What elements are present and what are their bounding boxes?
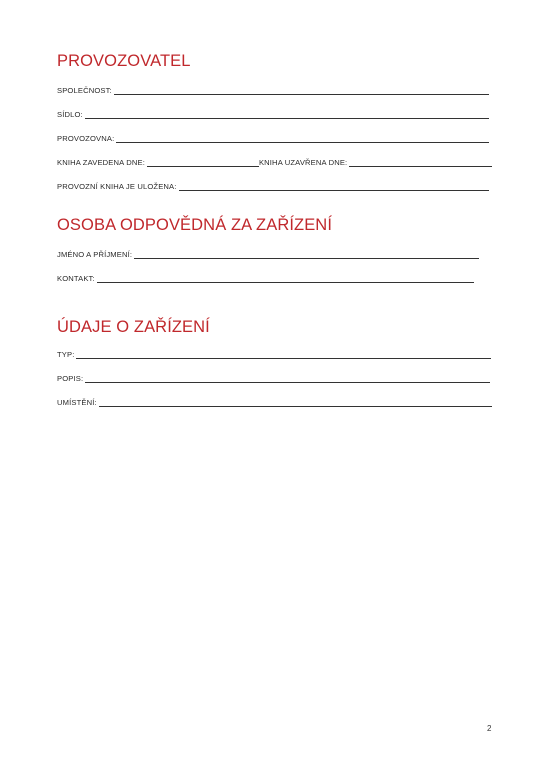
- section-udaje: [57, 317, 493, 407]
- field-label-ulozena: PROVOZNÍ KNIHA JE ULOŽENA:: [57, 182, 177, 191]
- section-title-provozovatel: PROVOZOVATEL: [57, 52, 191, 70]
- field-label-kniha-zavedena: KNIHA ZAVEDENA DNE:: [57, 158, 145, 167]
- field-line-ulozena[interactable]: [179, 182, 489, 191]
- field-jmeno[interactable]: [57, 248, 479, 260]
- field-provozovna[interactable]: [57, 132, 489, 144]
- field-ulozena[interactable]: [57, 180, 489, 192]
- section-provozovatel: [57, 51, 493, 191]
- field-label-popis: POPIS:: [57, 374, 84, 383]
- field-line-popis[interactable]: [85, 374, 490, 383]
- field-line-sidlo[interactable]: [85, 110, 489, 119]
- section-title-osoba: OSOBA ODPOVĚDNÁ ZA ZAŘÍZENÍ: [57, 216, 333, 234]
- field-label-umisteni: UMÍSTĚNÍ:: [57, 398, 97, 407]
- field-label-sidlo: SÍDLO:: [57, 110, 83, 119]
- field-line-typ[interactable]: [76, 350, 491, 359]
- field-sidlo[interactable]: [57, 108, 489, 120]
- section-title-udaje: ÚDAJE O ZAŘÍZENÍ: [57, 318, 210, 336]
- field-label-kniha-uzavrena: KNIHA UZAVŘENA DNE:: [258, 158, 348, 167]
- field-label-provozovna: PROVOZOVNA:: [57, 134, 115, 143]
- field-label-spolecnost: SPOLEČNOST:: [57, 86, 112, 95]
- field-popis[interactable]: [57, 372, 490, 384]
- section-osoba: [57, 215, 493, 283]
- field-line-provozovna[interactable]: [116, 134, 489, 143]
- field-line-kniha-uzavrena[interactable]: [349, 158, 492, 167]
- field-line-umisteni[interactable]: [99, 398, 492, 407]
- field-label-jmeno: JMÉNO A PŘÍJMENÍ:: [57, 250, 133, 259]
- field-typ[interactable]: [57, 348, 491, 360]
- field-line-kniha-zavedena[interactable]: [147, 158, 259, 167]
- field-line-spolecnost[interactable]: [114, 86, 489, 95]
- field-line-kontakt[interactable]: [97, 274, 474, 283]
- field-kontakt[interactable]: [57, 272, 474, 284]
- field-label-kontakt: KONTAKT:: [57, 274, 95, 283]
- field-line-jmeno[interactable]: [134, 250, 479, 259]
- field-spolecnost[interactable]: [57, 84, 489, 96]
- field-umisteni[interactable]: [57, 396, 492, 408]
- field-kniha-dates[interactable]: [57, 156, 492, 168]
- page-number: 2: [487, 724, 492, 733]
- field-label-typ: TYP:: [57, 350, 75, 359]
